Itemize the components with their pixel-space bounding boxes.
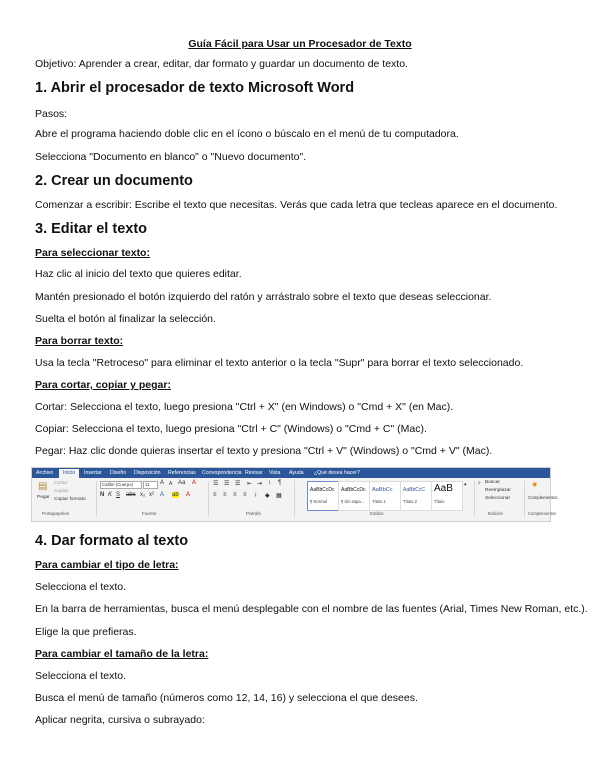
tab-correspondencia[interactable]: Correspondencia [202, 470, 242, 476]
multilevel-list-icon[interactable]: ☰ [235, 481, 241, 487]
change-case-icon[interactable]: Aa [178, 480, 186, 486]
highlight-icon[interactable]: ab [172, 492, 179, 498]
style-normal[interactable] [307, 481, 339, 511]
subheading: Para borrar texto: [35, 335, 124, 347]
font-color-icon[interactable]: A [186, 492, 191, 498]
section-2-heading: 2. Crear un documento [35, 173, 193, 189]
decrease-indent-icon[interactable]: ⇤ [247, 481, 253, 487]
document-title: Guía Fácil para Usar un Procesador de Texto [188, 38, 412, 50]
group-separator [474, 481, 475, 517]
line-spacing-icon[interactable]: ↨ [254, 492, 257, 498]
paragraph: Haz clic al inicio del texto que quieres editar. [35, 268, 242, 280]
paragraph: Usa la tecla "Retroceso" para eliminar el texto anterior o la tecla "Supr" para borrar el texto seleccionado. [35, 357, 524, 369]
subheading: Para cortar, copiar y pegar: [35, 379, 171, 391]
style-name: Título 2 [403, 499, 417, 504]
group-label-fuente: Fuente [142, 511, 157, 516]
paragraph: Cortar: Selecciona el texto, luego presiona "Ctrl + X" (en Windows) o "Cmd + X" (en Mac). [35, 401, 454, 413]
ribbon-tab-bar [32, 468, 550, 478]
format-painter-button[interactable]: Copiar formato [54, 497, 86, 502]
find-button[interactable]: Buscar [485, 480, 500, 485]
italic-icon[interactable]: K [108, 492, 113, 498]
tab-referencias[interactable]: Referencias [168, 470, 196, 476]
tab-ayuda[interactable]: Ayuda [289, 470, 304, 476]
subheading: Para cambiar el tipo de letra: [35, 559, 179, 571]
shrink-font-icon[interactable]: A [169, 481, 173, 487]
tab-insertar[interactable]: Insertar [84, 470, 102, 476]
style-title[interactable] [431, 481, 463, 511]
align-center-icon[interactable]: ≡ [223, 492, 227, 498]
group-separator [524, 481, 525, 517]
paragraph: Elige la que prefieras. [35, 626, 137, 638]
paragraph: Selecciona el texto. [35, 581, 127, 593]
section-1-heading: 1. Abrir el procesador de texto Microsoft Word [35, 80, 355, 96]
superscript-icon[interactable]: x² [149, 492, 154, 498]
cut-button[interactable]: Cortar [54, 481, 68, 486]
style-sample: AaB [434, 483, 453, 494]
group-label-parrafo: Párrafo [246, 511, 262, 516]
bold-icon[interactable]: N [100, 492, 105, 498]
font-name-value: Calibri (Cuerpo) [102, 482, 133, 487]
tell-me-search[interactable]: ¿Qué desea hacer? [314, 470, 360, 476]
paragraph: Comenzar a escribir: Escribe el texto que necesitas. Verás que cada letra que tecleas aparece en el documento. [35, 199, 558, 211]
justify-icon[interactable]: ≡ [243, 492, 247, 498]
font-size-dropdown[interactable] [143, 481, 158, 489]
tab-inicio[interactable]: Inicio [59, 469, 79, 479]
paragraph: Busca el menú de tamaño (números como 12, 14, 16) y selecciona el que desees. [35, 692, 418, 704]
text-effects-icon[interactable]: A [160, 492, 165, 498]
clear-formatting-icon[interactable]: A [192, 480, 197, 486]
align-left-icon[interactable]: ≡ [213, 492, 217, 498]
style-heading-1[interactable] [369, 481, 401, 511]
tab-revisar[interactable]: Revisar [245, 470, 263, 476]
style-name: ¶ Normal [310, 499, 327, 504]
styles-scroll-icon[interactable]: ▾ [464, 482, 467, 488]
subscript-icon[interactable]: x₂ [140, 492, 146, 498]
group-separator [208, 481, 209, 517]
group-label-complementos: Complementos [528, 511, 557, 516]
paragraph: Selecciona "Documento en blanco" o "Nuevo documento". [35, 151, 307, 163]
tab-diseno[interactable]: Diseño [110, 470, 127, 476]
word-ribbon-image [31, 467, 558, 522]
search-icon: ⌕ [478, 480, 481, 486]
group-label-estilos: Estilos [370, 511, 384, 516]
style-sample: AaBbCc [372, 487, 393, 493]
align-right-icon[interactable]: ≡ [233, 492, 237, 498]
paragraph: Aplicar negrita, cursiva o subrayado: [35, 714, 205, 726]
style-name: Título 1 [372, 499, 386, 504]
underline-icon[interactable]: S [116, 492, 121, 498]
copy-button[interactable]: Copiar [54, 489, 69, 494]
subheading: Para cambiar el tamaño de la letra: [35, 648, 209, 660]
paragraph: Suelta el botón al finalizar la selección. [35, 313, 216, 325]
numbering-icon[interactable]: ☰ [224, 481, 230, 487]
style-name: Título [434, 499, 445, 504]
sort-icon[interactable]: ↕ [268, 480, 271, 486]
paragraph: Mantén presionado el botón izquierdo del ratón y arrástralo sobre el texto que deseas seleccionar. [35, 291, 492, 303]
group-separator [96, 481, 97, 517]
paragraph: En la barra de herramientas, busca el menú desplegable con el nombre de las fuentes (Arial, Times New Roman, etc.). [35, 603, 588, 615]
shading-icon[interactable]: ◆ [265, 493, 270, 499]
paragraph: Selecciona el texto. [35, 670, 127, 682]
style-sample: AaBbCcC [403, 487, 425, 493]
section-4-heading: 4. Dar formato al texto [35, 533, 189, 549]
strikethrough-icon[interactable]: abc [126, 492, 136, 498]
show-marks-icon[interactable]: ¶ [278, 480, 282, 486]
style-name: ¶ Sin espa... [341, 499, 365, 504]
addins-icon: ◉ [532, 482, 538, 488]
borders-icon[interactable]: ▦ [276, 493, 282, 499]
group-separator [294, 481, 295, 517]
paragraph: Abre el programa haciendo doble clic en el ícono o búscalo en el menú de tu computadora. [35, 128, 459, 140]
style-no-spacing[interactable] [338, 481, 370, 511]
tab-disposicion[interactable]: Disposición [134, 470, 161, 476]
paragraph: Copiar: Selecciona el texto, luego presiona "Ctrl + C" (Windows) o "Cmd + C" (Mac). [35, 423, 427, 435]
tab-vista[interactable]: Vista [269, 470, 281, 476]
clipboard-icon: ▤ [38, 481, 48, 492]
replace-button[interactable]: Reemplazar [485, 488, 511, 493]
increase-indent-icon[interactable]: ⇥ [257, 481, 263, 487]
font-size-value: 11 [145, 482, 150, 487]
style-sample: AaBbCcDc [310, 487, 335, 493]
subheading: Para seleccionar texto: [35, 247, 150, 259]
pasos-label: Pasos: [35, 108, 68, 120]
select-button[interactable]: Seleccionar [485, 496, 511, 501]
font-name-dropdown[interactable] [100, 481, 142, 489]
addins-button[interactable]: Complementos [528, 495, 558, 500]
group-label-portapapeles: Portapapeles [42, 511, 70, 516]
group-label-edicion: Edición [488, 511, 504, 516]
style-heading-2[interactable] [400, 481, 432, 511]
paragraph: Pegar: Haz clic donde quieras insertar el texto y presiona "Ctrl + V" (Windows) o "Cmd + V" (Mac). [35, 445, 493, 457]
objective-text: Objetivo: Aprender a crear, editar, dar formato y guardar un documento de texto. [35, 58, 408, 70]
section-3-heading: 3. Editar el texto [35, 221, 148, 237]
ribbon-body [32, 478, 558, 521]
tab-archivo[interactable]: Archivo [36, 470, 54, 476]
paste-button[interactable]: Pegar [37, 495, 50, 500]
grow-font-icon[interactable]: A [160, 480, 165, 486]
style-sample: AaBbCcDc [341, 487, 366, 493]
bullets-icon[interactable]: ☰ [213, 481, 219, 487]
